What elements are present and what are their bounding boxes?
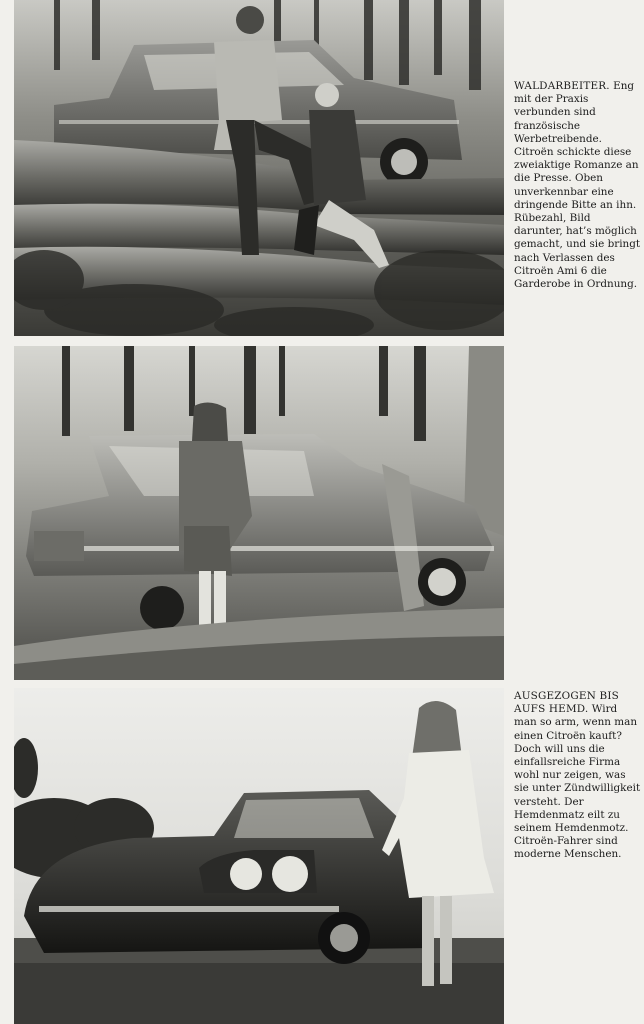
caption-waldarbeiter [514, 80, 642, 291]
caption-body: Wird man so arm, wenn man einen Citroën kauft? Doch will uns die einfallsreiche Firma wohl nur zeigen, was sie unter Zündwilligkeit versteht. Der Hemdenmatz eilt zu seinem Hemdenmotz. Citroën-Fahrer sind moderne Menschen. [514, 703, 641, 861]
caption-heading: AUSGEZOGEN BIS AUFS HEMD. [514, 690, 619, 716]
photo-forest-car-woman [14, 346, 504, 680]
caption-heading: WALDARBEITER. [514, 80, 610, 92]
caption-ausgezogen [514, 690, 642, 862]
photo-meadow-ds-woman [14, 688, 504, 1024]
photo-forest-couple [14, 0, 504, 336]
caption-body: Eng mit der Praxis verbunden sind französische Werbetreibende. Citroën schickte diese zweiaktige Romanze an die Presse. Oben unverkennbar eine dringende Bitte an ihn. Rübezahl, Bild darunter, hat’s möglich gemacht, und sie bringt nach Verlassen des Citroën Ami 6 die Garderobe in Ordnung. [514, 80, 641, 291]
